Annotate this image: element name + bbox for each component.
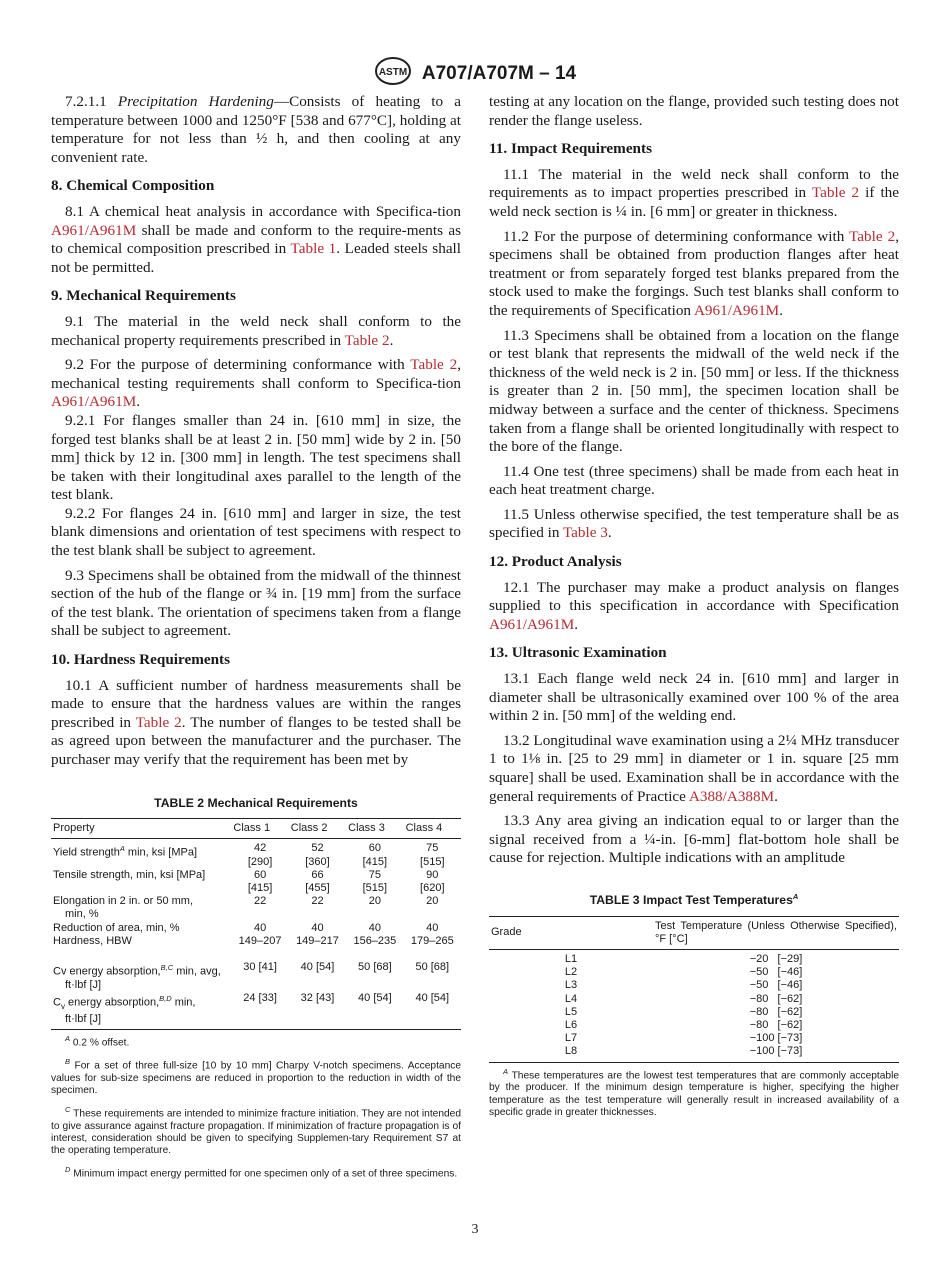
paragraph-7-2-1-1: 7.2.1.1 Precipitation Hardening—Consists of heating to a temperature between 1000 and 1250°F [538 and 677°C], holding at temperature for not less than ½ h, and then cooling at any convenient rate. [51, 93, 461, 166]
paragraph-11-1: 11.1 The material in the weld neck shall conform to the requirements as to impact properties prescribed in Table 2 if the weld neck section is ¼ in. [6 mm] or greater in thickness. [489, 165, 900, 220]
table-row: L7 −100 [−73] [564, 1032, 803, 1045]
column-header: Class 2 [289, 819, 346, 839]
paragraph-8-1: 8.1 A chemical heat analysis in accordance with Specifica-tion A961/A961M shall be made and conform to the require-ments as to chemical composition prescribed in Table 1. Leaded steels shall not be permitted. [51, 202, 461, 276]
paragraph-10-1: 10.1 A sufficient number of hardness measurements shall be made to ensure that the hardness values are within the ranges prescribed in Table 2. The number of flanges to be tested shall be as agreed upon between the manufacturer and the purchaser. The purchaser may verify that the requirement has been met by [51, 676, 461, 768]
right-column [489, 93, 899, 1126]
column-header: Grade [489, 916, 653, 949]
left-column [51, 93, 461, 1187]
section-11-heading: 11. Impact Requirements [489, 140, 652, 158]
table-row: Hardness, HBW 149–207 149–217 156–235 179–265 [53, 934, 454, 947]
paragraph-13-1: 13.1 Each flange weld neck 24 in. [610 mm] and larger in diameter shall be ultrasonically examined over 100 % of the area within 2 in. [50 mm] of the welding end. [489, 670, 899, 725]
column-header: Test Temperature (Unless Otherwise Specified), °F [°C] [653, 916, 899, 949]
paragraph-11-2: 11.2 For the purpose of determining conformance with Table 2, specimens shall be obtained from production flanges after heat treatment or from separately forged test blanks prepared from the stock used to make the forgings. Such test blanks shall conform to the requirements of Specification A961/A961M. [489, 227, 899, 319]
table-row: L1 −20 [−29] [564, 953, 803, 966]
paragraph-13-3: 13.3 Any area giving an indication equal to or larger than the signal received from a ¼-in. [6-mm] flat-bottom hole shall be cause for rejection. Multiple indications with an amplitude [489, 812, 899, 867]
paragraph-12-1: 12.1 The purchaser may make a product analysis on flanges supplied to this specification in accordance with Specification A961/A961M. [489, 578, 899, 633]
link-table-2[interactable]: Table 2 [849, 227, 896, 245]
section-8-heading: 8. Chemical Composition [51, 177, 215, 195]
paragraph-9-1: 9.1 The material in the weld neck shall conform to the mechanical property requirements prescribed in Table 2. [51, 312, 461, 349]
link-a388[interactable]: A388/A388M [688, 787, 775, 805]
table-2-footnote-a: $^A$ 0.2 % offset. [65, 1034, 130, 1049]
column-header: Class 3 [346, 819, 403, 839]
table-2-title: TABLE 2 Mechanical Requirements [154, 795, 358, 810]
column-header: Class 4 [404, 819, 461, 839]
column-header: Class 1 [231, 819, 288, 839]
table-row: Reduction of area, min, % 40 40 40 40 [53, 921, 439, 934]
section-10-heading: 10. Hardness Requirements [51, 651, 231, 669]
paragraph-11-4: 11.4 One test (three specimens) shall be made from each heat in each heat treatment charge. [489, 462, 899, 499]
section-12-heading: 12. Product Analysis [489, 553, 622, 571]
table-row: L8 −100 [−73] [489, 1045, 899, 1062]
paragraph-11-5: 11.5 Unless otherwise specified, the test temperature shall be as specified in Table 3. [489, 505, 899, 542]
table-3-footnote-a: $^A$ These temperatures are the lowest test temperatures that are commonly acceptable by the producer. If the minimum design temperature is higher, specifying the higher temperature as the test temperature will generally result in increased availability of a specific grade in greater thicknesses. [489, 1066, 899, 1119]
table-row: Cv energy absorption,$^{B,C}$ min, avg, ft·lbf [J] 30 [41] 40 [54] 50 [68] 50 [68] [53, 961, 450, 991]
table-row: Tensile strength, min, ksi [MPa] 60 [415] 66 [455] 75 [515] 90 [620] [53, 868, 445, 894]
link-a961[interactable]: A961/A961M [51, 393, 137, 411]
astm-logo-icon [374, 56, 412, 91]
section-13-heading: 13. Ultrasonic Examination [489, 644, 667, 662]
table-row: L2 −50 [−46] [564, 966, 803, 979]
table-2-footnote-b: $^B$ For a set of three full-size [10 by 10 mm] Charpy V-notch specimens. Acceptance values for sub-size specimens are reduced in proportion to the reduction in width of the specimen. [51, 1057, 461, 1097]
table-row: L3 −50 [−46] [564, 979, 803, 992]
link-table-2[interactable]: Table 2 [410, 356, 458, 374]
link-table-3[interactable]: Table 3 [562, 524, 608, 542]
section-9-heading: 9. Mechanical Requirements [51, 287, 236, 305]
table-row: $C_v$ energy absorption,$^{B,D}$ min, ft·lbf [J] 24 [33] 32 [43] 40 [54] 40 [54] [51, 992, 461, 1030]
link-table-2[interactable]: Table 2 [811, 184, 860, 202]
table-2-mechanical-requirements [51, 818, 461, 1030]
table-row: L6 −80 [−62] [564, 1019, 803, 1032]
table-row: L5 −80 [−62] [564, 1005, 803, 1018]
table-row: L4 −80 [−62] [564, 992, 803, 1005]
table-row: Elongation in 2 in. or 50 mm, min, % 22 22 20 20 [53, 895, 439, 921]
paragraph-9-3: 9.3 Specimens shall be obtained from the midwall of the thinnest section of the hub of the flange or ¾ in. [19 mm] from the surface of the test blank. The orientation of specimens taken from a flange shall be subject to agreement. [51, 566, 461, 640]
page-number: 3 [471, 1222, 479, 1237]
link-a961[interactable]: A961/A961M [489, 615, 575, 633]
link-a961[interactable]: A961/A961M [51, 221, 137, 239]
paragraph-9-2-2: 9.2.2 For flanges 24 in. [610 mm] and larger in size, the test blank dimensions and orientation of test specimens with respect to the test blank shall be subject to agreement. [51, 504, 461, 560]
link-table-2[interactable]: Table 2 [344, 331, 390, 349]
column-header: Property [51, 819, 231, 839]
link-a961[interactable]: A961/A961M [693, 301, 780, 319]
paragraph-9-2: 9.2 For the purpose of determining conformance with Table 2, mechanical testing requirements shall conform to Specifica-tion A961/A961M. [51, 356, 461, 411]
svg-text:ASTM: ASTM [378, 67, 408, 78]
table-2-footnote-d: $^D$ Minimum impact energy permitted for one specimen only of a set of three specimens. [65, 1164, 458, 1180]
paragraph-13-2: 13.2 Longitudinal wave examination using a 2¼ MHz transducer 1 to 1⅛ in. [25 to 29 mm] in diameter or 1 in. square [25 mm square] shall be used. Examination shall be in accordance with the general requirements of Practice A388/A388M. [489, 731, 899, 805]
table-3-title: TABLE 3 Impact Test Temperatures$^A$ [589, 891, 799, 908]
paragraph-continued: testing at any location on the flange, provided such testing does not render the flange useless. [489, 93, 899, 129]
table-3-impact-test-temperatures [489, 916, 899, 1063]
page-header [0, 56, 950, 91]
link-table-1[interactable]: Table 1 [290, 240, 337, 258]
paragraph-9-2-1: 9.2.1 For flanges smaller than 24 in. [610 mm] in size, the forged test blanks shall be at least 2 in. [50 mm] wide by 2 in. [50 mm] thick by 12 in. [300 mm] in length. The test specimens shall be taken with their longitudinal axes parallel to the length of the test blank. [51, 411, 461, 504]
document-designation: A707/A707M – 14 [421, 62, 577, 84]
link-table-2[interactable]: Table 2 [135, 713, 182, 731]
paragraph-11-3: 11.3 Specimens shall be obtained from a location on the flange or test blank that represents the midwall of the weld neck if the thickness of the weld neck is 2 in. [50 mm] or less. If the thickness is greater than 2 in. [50 mm], the specimen location shall be midway between a surface and the center of thickness. Specimens taken from a flange shall be oriented longitudinally with respect to the bore of the flange. [489, 326, 899, 456]
table-row: Yield strength$^A$ min, ksi [MPa] 42 [290] 52 [360] 60 [415] 75 [515] [53, 842, 445, 868]
table-2-footnote-c: $^C$ These requirements are intended to minimize fracture initiation. They are not intended to give assurance against fracture propagation. If minimization of fracture propagation is of interest, consideration should be given to specifying Supplemen-tary Requirement S7 at the operating temperature. [51, 1104, 461, 1157]
